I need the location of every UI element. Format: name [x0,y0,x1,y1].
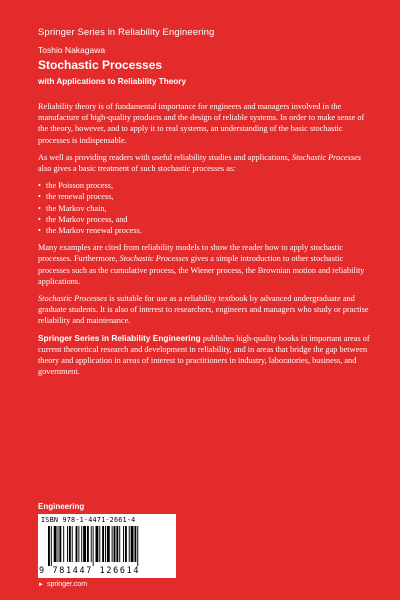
barcode-panel [38,514,176,578]
barcode-bar [63,526,64,562]
barcode-bar [134,526,136,562]
barcode-bar [107,526,110,562]
website-text: springer.com [46,581,88,588]
paragraph-examples [38,242,373,287]
barcode-image [46,526,172,566]
book-subtitle: with Applications to Reliability Theory [38,77,186,86]
barcode-bar [119,526,120,562]
barcode-bar [51,526,52,566]
barcode-bar [69,526,71,562]
series-name: Springer Series in Reliability Engineering [38,27,215,38]
barcode-bar [83,526,86,562]
category-label: Engineering [38,502,85,511]
barcode-bar [58,526,59,562]
author-name: Toshio Nakagawa [38,45,106,55]
barcode-bar [112,526,113,562]
list-item: • the Markov chain, [38,203,373,214]
process-list [38,180,373,236]
barcode-bar [123,526,124,562]
barcode-bar [78,526,79,562]
barcode-bar [93,526,94,566]
paragraph-intro: Reliability theory is of fundamental importance for engineers and managers involved in the manufacture of high-quality products and the design of reliable systems. In order to make sense of the theory, however, and to apply it to real systems, an understanding of the basic stochastic processes is indispensable. [38,102,365,145]
barcode-bar [99,526,100,562]
arrow-right-icon: ► [38,582,44,588]
paragraph-processes-intro [38,152,373,174]
barcode-bar [116,526,118,562]
barcode-bar [48,526,50,566]
barcode-bar [137,526,138,566]
barcode-bar [114,526,116,562]
barcode-bar [102,526,104,562]
book-title: Stochastic Processes [38,58,163,72]
isbn-text: ISBN 978-1-4471-2661-4 [41,516,136,524]
text-fragment: publishes high-quality books in important areas of current theoretical research and development in reliability, and in areas that bridge the gap between theory and application in areas of interest to practitioners in industry, laboratories, business, and government. [38,333,370,377]
barcode-bar [129,526,130,562]
list-item: • the Markov renewal process. [38,225,373,236]
description [38,101,373,383]
text-fragment: gives a simple introduction to other stochastic processes such as the cumulative process, the Wiener process, the Brownian motion and reliability applications. [38,254,365,286]
barcode-bar [81,526,82,562]
book-title-italic: Stochastic Processes [38,294,108,304]
barcode-bar [105,526,106,562]
barcode-bar [125,526,127,562]
text-fragment: Many examples are cited from reliability models to show the reader how to apply stochastic processes. Furthermore, [38,243,344,264]
barcode-bar [91,526,92,562]
barcode-bar [87,526,89,562]
barcode-bar [131,526,134,562]
book-title-italic: Stochastic Processes [291,152,361,162]
barcode-bar [96,526,99,562]
barcode-bars [46,526,172,566]
paragraph-audience [38,293,373,327]
list-item: • the Poisson process, [38,180,373,191]
barcode-bar [72,526,73,562]
barcode-bar [54,526,57,562]
publisher-website [38,581,87,588]
series-name-bold: Springer Series in Reliability Engineering [38,332,201,343]
list-item: • the Markov process, and [38,214,373,225]
barcode-bar [76,526,78,562]
text-fragment: also gives a basic treatment of such stochastic processes as: [38,164,236,174]
paragraph-series [38,333,373,378]
book-title-italic: Stochastic Processes [119,254,189,264]
barcode-bar [59,526,61,562]
barcode-digits: 9 781447 126614 [39,565,141,575]
text-fragment: is suitable for use as a reliability textbook by advanced undergraduate and graduate students. It is also of interest to researchers, engineers and managers who study or practise reliability and maintenance. [38,294,369,326]
text-fragment: As well as providing readers with useful reliability studies and applications, [38,152,290,162]
list-item: • the renewal process, [38,191,373,202]
barcode-bar [67,526,68,562]
